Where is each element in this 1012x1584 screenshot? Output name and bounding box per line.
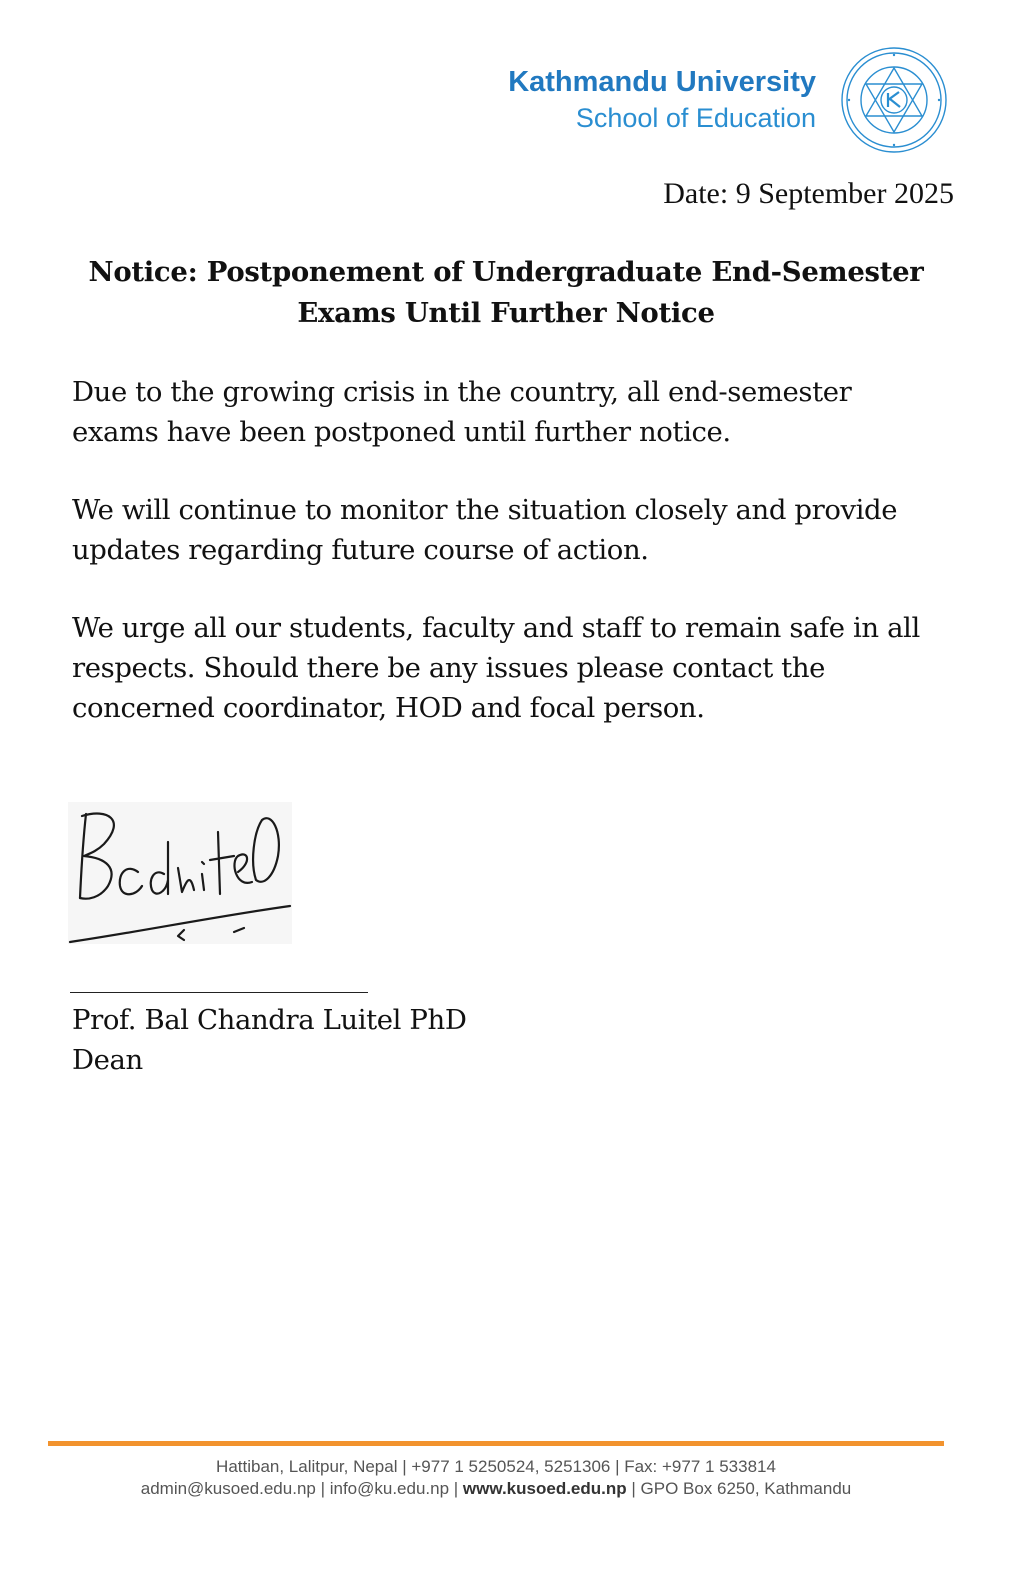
body-line: updates regarding future course of action. — [72, 534, 649, 566]
signatory — [72, 1000, 466, 1080]
university-name: Kathmandu University — [508, 66, 816, 99]
signature-line — [70, 992, 368, 993]
signature-image — [68, 802, 292, 944]
signatory-role: Dean — [72, 1044, 143, 1076]
body-paragraph — [72, 608, 972, 728]
body-line: Due to the growing crisis in the country, all end-semester — [72, 376, 852, 408]
signatory-name: Prof. Bal Chandra Luitel PhD — [72, 1004, 467, 1036]
notice-title — [60, 252, 952, 334]
body-line: We will continue to monitor the situation closely and provide — [72, 494, 898, 526]
notice-title-line: Exams Until Further Notice — [297, 297, 715, 329]
body-line: respects. Should there be any issues please contact the — [72, 652, 826, 684]
notice-body — [72, 372, 972, 766]
footer-po-box: | GPO Box 6250, Kathmandu — [626, 1479, 852, 1498]
footer-address: Hattiban, Lalitpur, Nepal | +977 1 5250524, 5251306 | Fax: +977 1 533814 — [216, 1457, 776, 1476]
body-line: concerned coordinator, HOD and focal person. — [72, 692, 705, 724]
footer-divider — [48, 1441, 944, 1446]
notice-date: Date: 9 September 2025 — [663, 177, 954, 210]
footer-emails: admin@kusoed.edu.np | info@ku.edu.np | — [140, 1479, 463, 1498]
body-line: exams have been postponed until further notice. — [72, 416, 731, 448]
footer-contacts — [48, 1478, 944, 1500]
body-line: We urge all our students, faculty and staff to remain safe in all — [72, 612, 920, 644]
handwritten-signature-icon — [68, 802, 292, 944]
notice-title-line: Notice: Postponement of Undergraduate End-Semester — [88, 256, 924, 288]
school-name: School of Education — [575, 103, 816, 134]
footer — [48, 1456, 944, 1500]
organization-name — [508, 65, 816, 134]
body-paragraph — [72, 490, 972, 570]
letterhead — [508, 46, 948, 154]
university-seal-icon — [840, 46, 948, 154]
body-paragraph — [72, 372, 972, 452]
footer-website-link[interactable]: www.kusoed.edu.np — [462, 1479, 627, 1498]
